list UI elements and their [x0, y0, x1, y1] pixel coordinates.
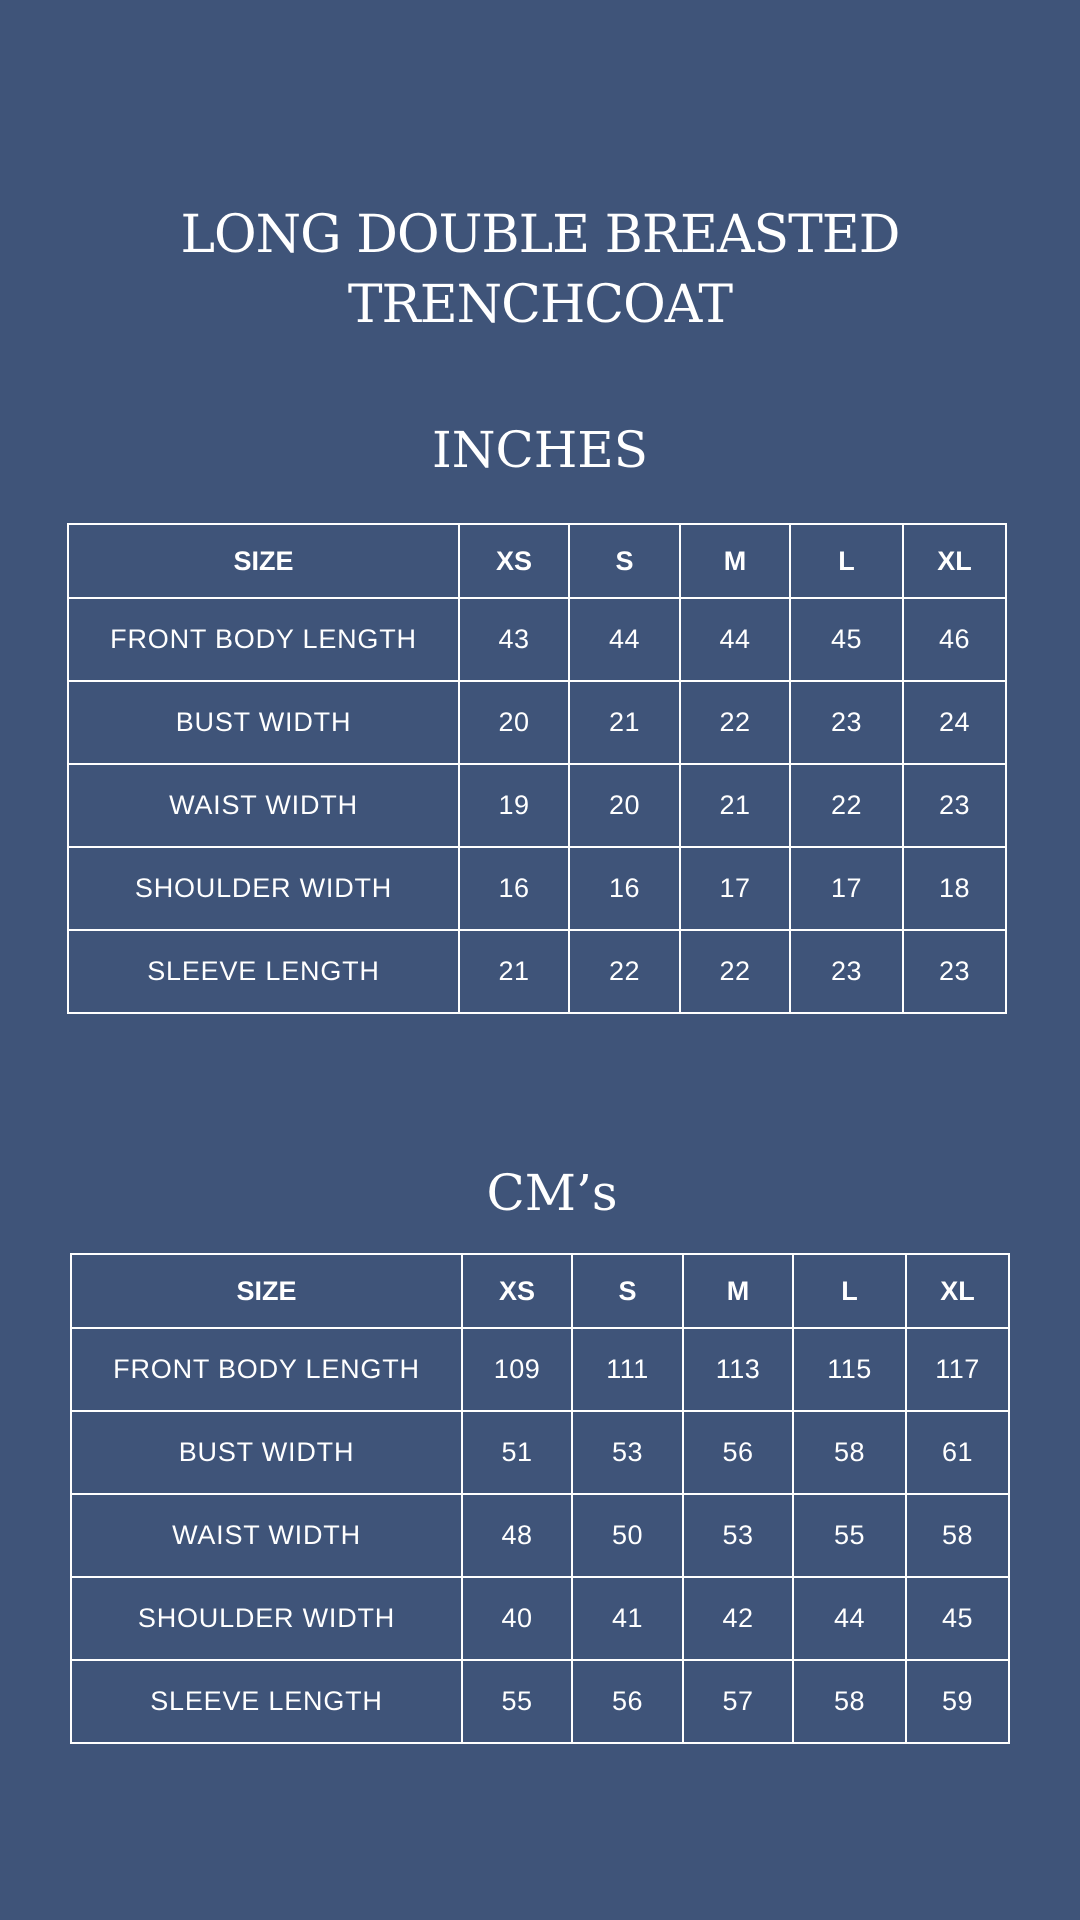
column-header-s: S	[569, 524, 680, 598]
column-header-size: SIZE	[71, 1254, 462, 1328]
table-cell: 43	[459, 598, 569, 681]
table-row	[68, 598, 1006, 681]
row-label: WAIST WIDTH	[71, 1494, 462, 1577]
table-cell: 59	[906, 1660, 1009, 1743]
row-label: WAIST WIDTH	[68, 764, 459, 847]
table-cell: 41	[572, 1577, 683, 1660]
table-cell: 57	[683, 1660, 793, 1743]
table-cell: 23	[903, 930, 1006, 1013]
table-cell: 45	[906, 1577, 1009, 1660]
table-cell: 117	[906, 1328, 1009, 1411]
table-cell: 24	[903, 681, 1006, 764]
table-cell: 16	[569, 847, 680, 930]
table-header-row	[68, 524, 1006, 598]
table-cell: 21	[569, 681, 680, 764]
column-header-s: S	[572, 1254, 683, 1328]
table-cell: 23	[790, 681, 903, 764]
row-label: BUST WIDTH	[68, 681, 459, 764]
table-cell: 113	[683, 1328, 793, 1411]
table-cell: 20	[569, 764, 680, 847]
table-row	[71, 1660, 1009, 1743]
table-cell: 42	[683, 1577, 793, 1660]
row-label: BUST WIDTH	[71, 1411, 462, 1494]
column-header-l: L	[790, 524, 903, 598]
row-label: SHOULDER WIDTH	[68, 847, 459, 930]
column-header-xs: XS	[459, 524, 569, 598]
table-cell: 56	[572, 1660, 683, 1743]
column-header-size: SIZE	[68, 524, 459, 598]
column-header-xs: XS	[462, 1254, 572, 1328]
page-title-line-2: TRENCHCOAT	[347, 275, 733, 335]
table-cell: 16	[459, 847, 569, 930]
row-label: SHOULDER WIDTH	[71, 1577, 462, 1660]
table-cell: 111	[572, 1328, 683, 1411]
table-cell: 53	[572, 1411, 683, 1494]
table-cell: 45	[790, 598, 903, 681]
table-row	[68, 847, 1006, 930]
table-cell: 53	[683, 1494, 793, 1577]
table-row	[68, 930, 1006, 1013]
row-label: SLEEVE LENGTH	[68, 930, 459, 1013]
table-cell: 56	[683, 1411, 793, 1494]
table-cell: 21	[459, 930, 569, 1013]
table-cell: 50	[572, 1494, 683, 1577]
column-header-l: L	[793, 1254, 906, 1328]
row-label: SLEEVE LENGTH	[71, 1660, 462, 1743]
table-cell: 48	[462, 1494, 572, 1577]
table-header-row	[71, 1254, 1009, 1328]
table-cell: 58	[793, 1411, 906, 1494]
column-header-m: M	[683, 1254, 793, 1328]
column-header-m: M	[680, 524, 790, 598]
inches-heading: INCHES	[431, 421, 649, 479]
table-row	[71, 1411, 1009, 1494]
table-cell: 17	[790, 847, 903, 930]
table-cell: 22	[790, 764, 903, 847]
table-cell: 51	[462, 1411, 572, 1494]
table-cell: 115	[793, 1328, 906, 1411]
table-cell: 22	[680, 681, 790, 764]
page-title	[0, 200, 1080, 340]
cms-heading: CM’s	[486, 1164, 618, 1222]
table-cell: 61	[906, 1411, 1009, 1494]
table-cell: 18	[903, 847, 1006, 930]
table-cell: 23	[790, 930, 903, 1013]
table-cell: 40	[462, 1577, 572, 1660]
table-cell: 17	[680, 847, 790, 930]
table-cell: 19	[459, 764, 569, 847]
table-cell: 58	[793, 1660, 906, 1743]
page-title-line-1: LONG DOUBLE BREASTED	[180, 205, 900, 265]
table-cell: 23	[903, 764, 1006, 847]
table-row	[71, 1328, 1009, 1411]
table-row	[68, 764, 1006, 847]
table-cell: 55	[793, 1494, 906, 1577]
row-label: FRONT BODY LENGTH	[68, 598, 459, 681]
table-cell: 44	[793, 1577, 906, 1660]
table-cell: 22	[569, 930, 680, 1013]
table-row	[71, 1577, 1009, 1660]
table-cell: 44	[680, 598, 790, 681]
cms-size-table	[70, 1253, 1010, 1744]
table-cell: 20	[459, 681, 569, 764]
column-header-xl: XL	[906, 1254, 1009, 1328]
column-header-xl: XL	[903, 524, 1006, 598]
table-cell: 22	[680, 930, 790, 1013]
table-cell: 109	[462, 1328, 572, 1411]
inches-size-table	[67, 523, 1007, 1014]
table-cell: 21	[680, 764, 790, 847]
table-row	[68, 681, 1006, 764]
table-cell: 55	[462, 1660, 572, 1743]
table-cell: 44	[569, 598, 680, 681]
table-cell: 46	[903, 598, 1006, 681]
row-label: FRONT BODY LENGTH	[71, 1328, 462, 1411]
table-row	[71, 1494, 1009, 1577]
table-cell: 58	[906, 1494, 1009, 1577]
